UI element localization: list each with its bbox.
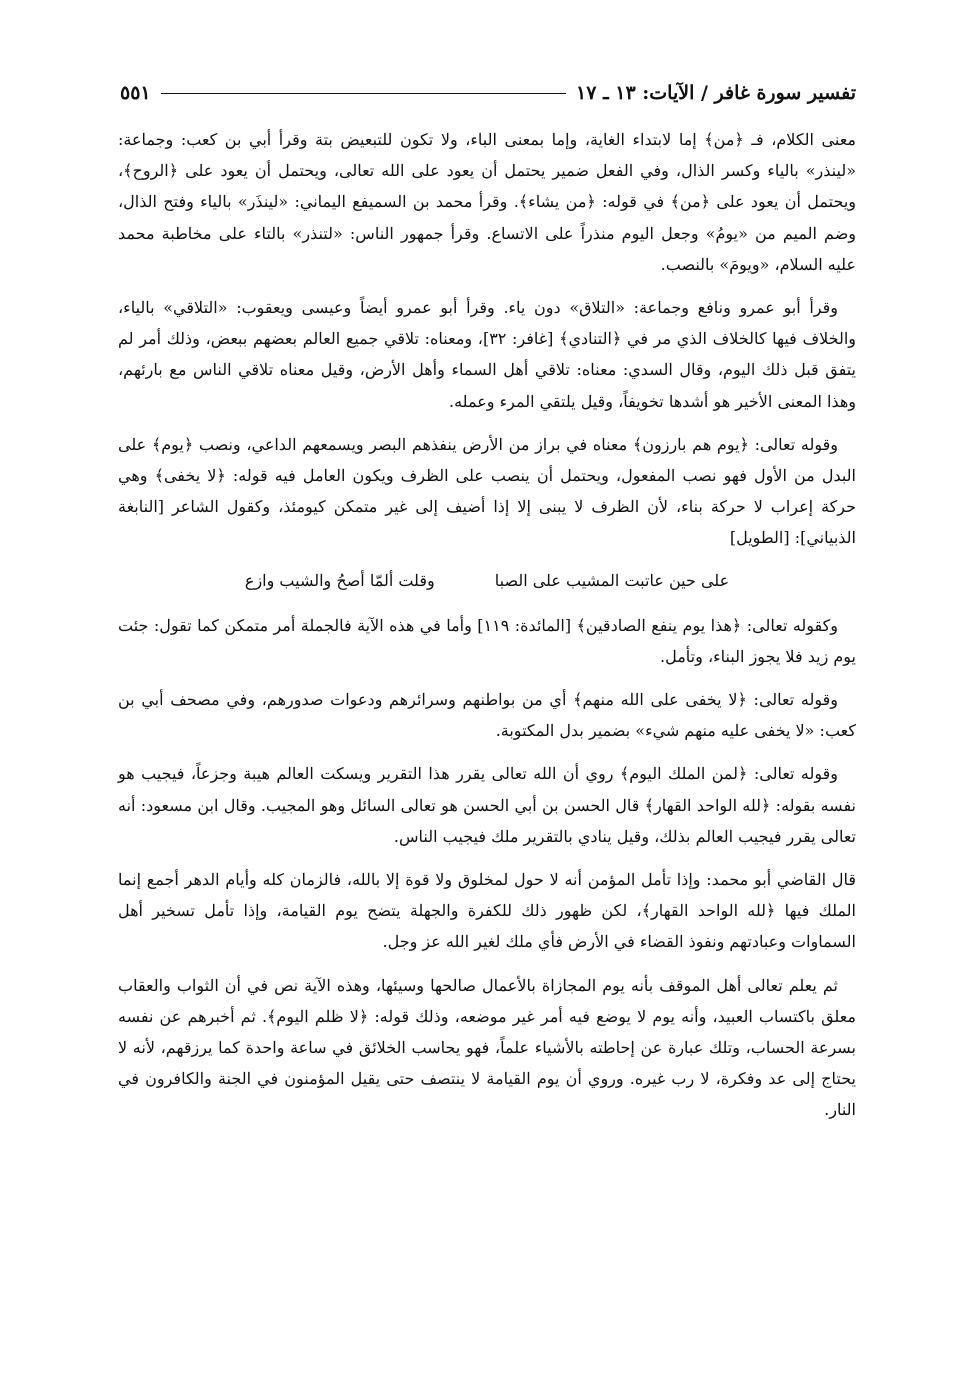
body-text [118,124,856,1138]
verse-first-hemistich: على حين عاتبت المشيب على الصبا [494,570,730,590]
header-title: تفسير سورة غافر / الآيات: ١٣ ـ ١٧ [576,82,856,104]
paragraph-1: معنى الكلام، فـ ﴿من﴾ إما لابتداء الغاية، وإما بمعنى الباء، ولا تكون للتبعيض بتة وقرأ أبي بن كعب: وجماعة: «لينذر» بالياء وكسر الذال، وفي الفعل ضمير يحتمل أن يعود على الله تعالى، ويحتمل أن يعود على ﴿الروح﴾، ويحتمل أن يعود على ﴿من﴾ في قوله: ﴿من يشاء﴾. وقرأ محمد بن السميفع اليماني: «لينذَر» بالياء وفتح الذال، وضم الميم من «يومُ» وجعل اليوم منذراً على الاتساع. وقرأ جمهور الناس: «لتنذر» بالتاء على مخاطبة محمد عليه السلام، «ويومَ» بالنصب. [118,130,857,274]
paragraph-2: وقرأ أبو عمرو ونافع وجماعة: «التلاق» دون ياء. وقرأ أبو عمرو أيضاً وعيسى ويعقوب: «التلاقي» بالياء، والخلاف فيها كالخلاف الذي مر في ﴿التنادي﴾ [غافر: ٣٢]، ومعناه: تلاقي جميع العالم بعضهم ببعض، وذلك أمر لم يتفق قبل ذلك اليوم، وقال السدي: معناه: تلاقي أهل السماء وأهل الأرض، وقيل معناه تلاقي الناس مع بارئهم، وهذا المعنى الأخير هو أشدها تخويفاً، وقيل يلتقي المرء وعمله. [118,298,857,411]
paragraph-5: وقوله تعالى: ﴿لا يخفى على الله منهم﴾ أي من بواطنهم وسرائرهم ودعوات صدورهم، وفي مصحف أبي بن كعب: «لا يخفى عليه منهم شيء» بضمير بدل المكتوبة. [118,690,856,741]
page-number: ٥٥١ [120,82,151,104]
poetry-verse [118,566,856,596]
paragraph-4: وكقوله تعالى: ﴿هذا يوم ينفع الصادقين﴾ [المائدة: ١١٩] وأما في هذه الآية فالجملة أمر متمكن كما تقول: جئت يوم زيد فلا يجوز البناء، وتأمل. [118,615,856,666]
paragraph-7: قال القاضي أبو محمد: وإذا تأمل المؤمن أنه لا حول لمخلوق ولا قوة إلا بالله، فالزمان كله وأيام الدهر أجمع إنما الملك فيها ﴿لله الواحد القهار﴾، لكن ظهور ذلك للكفرة والجهلة يتضح يوم القيامة، وإذا تأمل تسخير أهل السماوات وعبادتهم ونفوذ القضاء في الأرض فأي ملك لغير الله عز وجل. [118,870,856,952]
paragraph-3: وقوله تعالى: ﴿يوم هم بارزون﴾ معناه في براز من الأرض ينفذهم البصر ويسمعهم الداعي، ونصب ﴿يوم﴾ على البدل من الأول فهو نصب المفعول، ويحتمل أن ينصب على الظرف ويكون العامل فيه قوله: ﴿لا يخفى﴾ وهي حركة إعراب لا حركة بناء، لأن الظرف لا يبنى إلا إذا أضيف إلى غير متمكن كيومئذ، وكقول الشاعر [النابغة الذبياني]: [الطويل] [118,434,857,548]
running-header [120,78,856,108]
paragraph-6: وقوله تعالى: ﴿لمن الملك اليوم﴾ روي أن الله تعالى يقرر هذا التقرير ويسكت العالم هيبة وجزعاً، فيجيب هو نفسه بقوله: ﴿لله الواحد القهار﴾ قال الحسن بن أبي الحسن هو تعالى السائل وهو المجيب. وقال ابن مسعود: أنه تعالى يقرر فيجيب العالم بذلك، وقيل ينادي بالتقرير ملك فيجيب الناس. [118,764,856,846]
verse-second-hemistich: وقلت ألمّا أصحُ والشيب وازع [244,570,435,590]
header-rule [161,93,566,94]
paragraph-8: ثم يعلم تعالى أهل الموقف بأنه يوم المجازاة بالأعمال صالحها وسيئها، وهذه الآية نص في أن الثواب والعقاب معلق باكتساب العبيد، وأنه يوم لا يوضع فيه أمر غير موضعه، وذلك قوله: ﴿لا ظلم اليوم﴾. ثم أخبرهم عن نفسه بسرعة الحساب، وتلك عبارة عن إحاطته بالأشياء علماً، فهو يحاسب الخلائق في ساعة واحدة كما يرزقهم، لأنه لا يحتاج إلى عد وفكرة، لا رب غيره. وروي أن يوم القيامة لا ينتصف حتى يقيل المؤمنون في الجنة والكافرون في النار. [118,975,857,1120]
